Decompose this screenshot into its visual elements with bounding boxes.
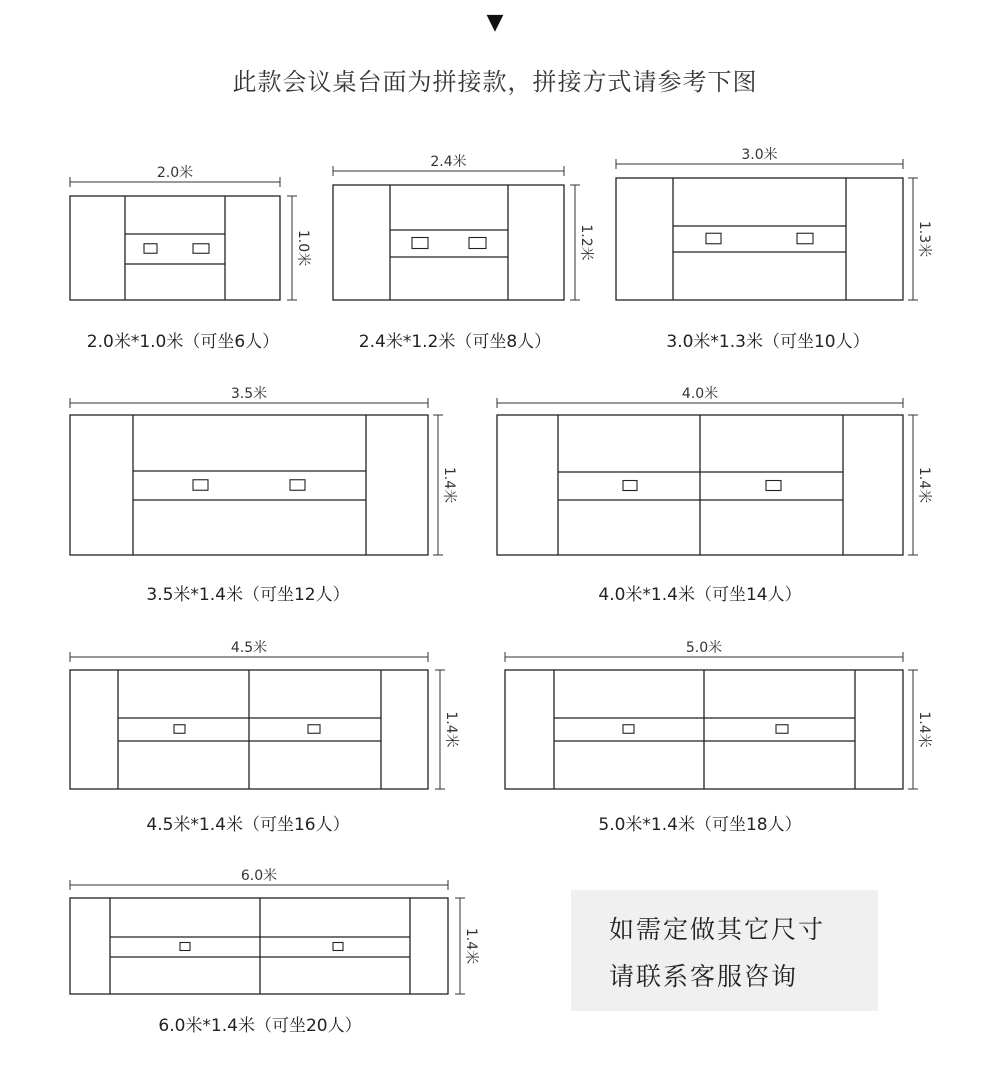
cable-slot — [776, 725, 788, 734]
table-size-caption: 2.4米*1.2米（可坐8人） — [358, 332, 552, 352]
tabletop-outline — [333, 185, 564, 300]
cable-slot — [706, 233, 721, 244]
table-diagram-6 — [70, 639, 460, 835]
tabletop-outline — [616, 178, 903, 300]
cable-slot — [623, 725, 634, 734]
table-size-caption: 4.5米*1.4米（可坐16人） — [146, 815, 350, 835]
width-label: 2.4米 — [430, 154, 467, 170]
table-diagram-4 — [70, 385, 458, 605]
table-diagram-1 — [70, 164, 312, 352]
table-diagram-2 — [333, 153, 595, 352]
width-label: 2.0米 — [156, 165, 194, 181]
cable-slot — [412, 238, 428, 249]
tabletop-outline — [70, 898, 448, 994]
cable-slot — [174, 725, 185, 734]
note-line-1: 如需定做其它尺寸 — [609, 915, 826, 944]
cable-slot — [623, 481, 637, 491]
width-label: 3.5米 — [230, 386, 268, 402]
width-label: 4.5米 — [230, 640, 268, 656]
depth-label: 1.3米 — [916, 220, 932, 258]
cable-slot — [308, 725, 320, 734]
note-line-2: 请联系客服咨询 — [609, 962, 799, 991]
width-label: 6.0米 — [240, 868, 278, 884]
cable-slot — [193, 244, 209, 254]
cable-slot — [333, 943, 343, 951]
width-label: 5.0米 — [685, 640, 723, 656]
cable-slot — [290, 480, 305, 491]
table-size-caption: 5.0米*1.4米（可坐18人） — [598, 815, 802, 835]
page-title: 此款会议桌台面为拼接款，拼接方式请参考下图 — [232, 68, 758, 96]
depth-label: 1.4米 — [441, 466, 457, 504]
tabletop-outline — [70, 415, 428, 555]
table-size-caption: 3.0米*1.3米（可坐10人） — [666, 332, 870, 352]
cable-slot — [797, 233, 813, 244]
depth-label: 1.4米 — [916, 466, 932, 504]
depth-label: 1.0米 — [295, 229, 311, 267]
table-diagram-5 — [497, 385, 933, 605]
cable-slot — [193, 480, 208, 491]
table-size-caption: 4.0米*1.4米（可坐14人） — [598, 585, 802, 605]
width-label: 3.0米 — [741, 147, 778, 163]
depth-label: 1.4米 — [916, 711, 932, 748]
depth-label: 1.2米 — [578, 224, 594, 261]
cable-slot — [144, 244, 157, 254]
table-diagram-3 — [616, 146, 933, 352]
table-size-caption: 6.0米*1.4米（可坐20人） — [158, 1016, 362, 1036]
depth-label: 1.4米 — [463, 927, 479, 965]
tabletop-outline — [70, 196, 280, 300]
table-size-caption: 3.5米*1.4米（可坐12人） — [146, 585, 350, 605]
table-size-caption: 2.0米*1.0米（可坐6人） — [86, 332, 280, 352]
cable-slot — [469, 238, 486, 249]
table-diagram-7 — [505, 639, 933, 835]
width-label: 4.0米 — [681, 386, 719, 402]
down-triangle-icon: ▼ — [486, 10, 504, 35]
cable-slot — [766, 481, 781, 491]
depth-label: 1.4米 — [443, 711, 459, 748]
table-diagram-8 — [70, 867, 480, 1036]
custom-size-note — [571, 890, 878, 1011]
cable-slot — [180, 943, 190, 951]
